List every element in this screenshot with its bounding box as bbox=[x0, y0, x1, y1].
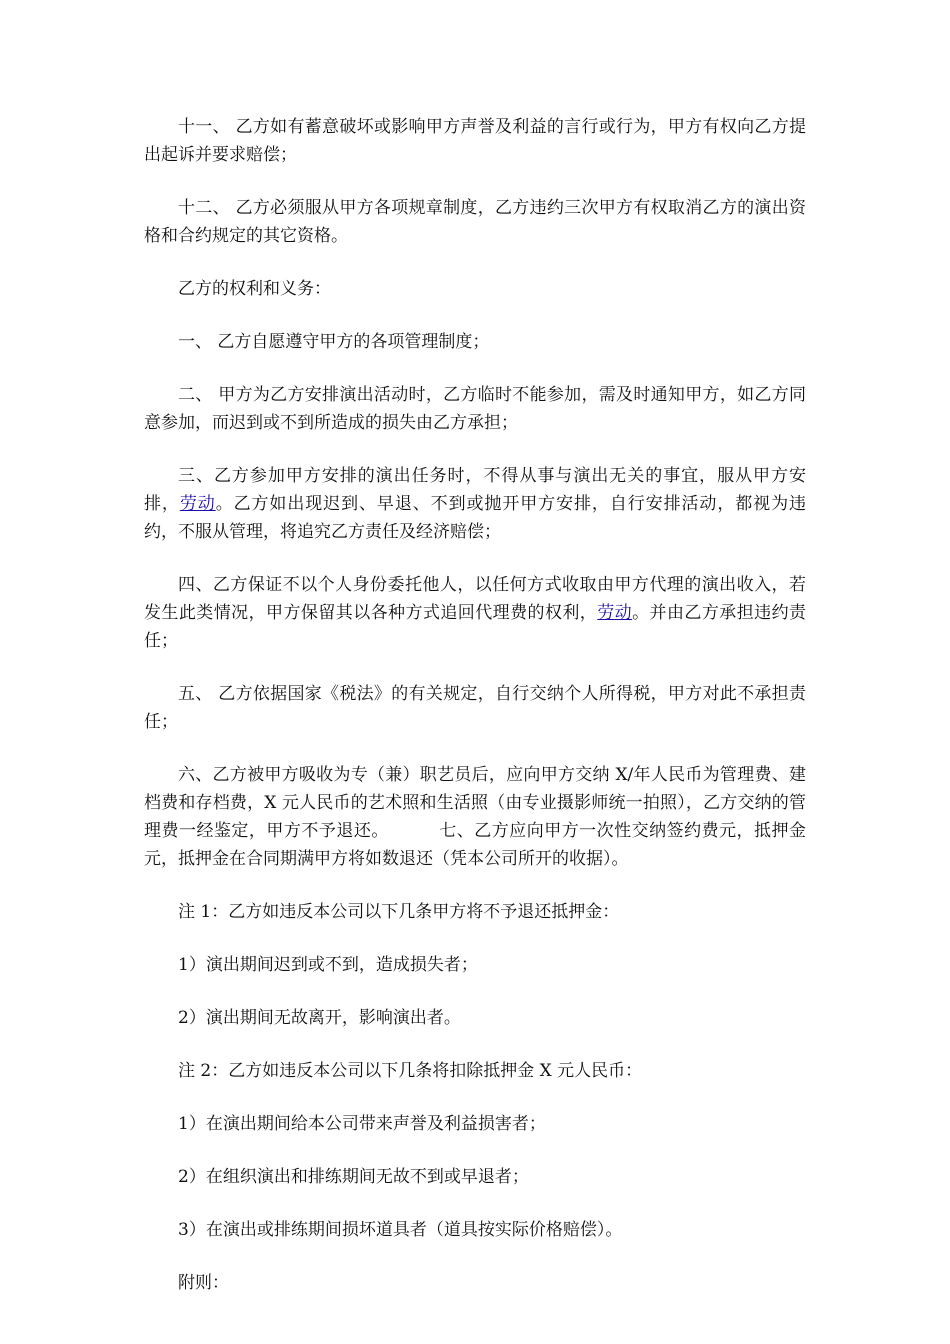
link-laodong[interactable]: 劳动 bbox=[597, 603, 633, 623]
paragraph-text: 乙方的权利和义务： bbox=[178, 279, 331, 299]
paragraph-note1 bbox=[144, 898, 806, 926]
paragraph-note1-2 bbox=[144, 1004, 806, 1032]
paragraph-text: 一、 乙方自愿遵守甲方的各项管理制度； bbox=[178, 332, 490, 352]
paragraph-appendix bbox=[144, 1269, 806, 1297]
paragraph-text: 十二、 乙方必须服从甲方各项规章制度，乙方违约三次甲方有权取消乙方的演出资格和合约规定的其它资格。 bbox=[144, 198, 806, 246]
link-laodong[interactable]: 劳动 bbox=[179, 494, 216, 514]
paragraph-p11 bbox=[144, 113, 806, 169]
paragraph-r3 bbox=[144, 462, 806, 546]
paragraph-note2-1 bbox=[144, 1110, 806, 1138]
paragraph-text: 三、乙方参加甲方安排的演出任务时，不得从事与演出无关的事宜，服从甲方安排， bbox=[144, 466, 806, 514]
paragraph-note1-1 bbox=[144, 951, 806, 979]
paragraph-text: 六、乙方被甲方吸收为专（兼）职艺员后，应向甲方交纳 X/年人民币为管理费、建档费和存档费，X 元人民币的艺术照和生活照（由专业摄影师统一拍照），乙方交纳的管理费一经鉴定，甲方不予退还。 bbox=[144, 765, 806, 841]
paragraph-r4 bbox=[144, 571, 806, 655]
paragraph-r2 bbox=[144, 381, 806, 437]
paragraph-text: 3）在演出或排练期间损坏道具者（道具按实际价格赔偿）。 bbox=[178, 1220, 623, 1240]
paragraph-text: 二、 甲方为乙方安排演出活动时，乙方临时不能参加，需及时通知甲方，如乙方同意参加，而迟到或不到所造成的损失由乙方承担； bbox=[144, 385, 806, 433]
paragraph-text: 注 1：乙方如违反本公司以下几条甲方将不予退还抵押金： bbox=[178, 902, 620, 922]
paragraph-heading-rights bbox=[144, 275, 806, 303]
paragraph-r5 bbox=[144, 680, 806, 736]
paragraph-text: 十一、 乙方如有蓄意破坏或影响甲方声誉及利益的言行或行为，甲方有权向乙方提出起诉并要求赔偿； bbox=[144, 117, 806, 165]
paragraph-r6 bbox=[144, 761, 806, 873]
paragraph-note2-3 bbox=[144, 1216, 806, 1244]
paragraph-text: 1）在演出期间给本公司带来声誉及利益损害者； bbox=[178, 1114, 546, 1134]
paragraph-r1 bbox=[144, 328, 806, 356]
paragraph-p12 bbox=[144, 194, 806, 250]
paragraph-text: 五、 乙方依据国家《税法》的有关规定，自行交纳个人所得税，甲方对此不承担责任； bbox=[144, 684, 806, 732]
paragraph-note2-2 bbox=[144, 1163, 806, 1191]
paragraph-text: 附则： bbox=[178, 1273, 229, 1293]
paragraph-text: 2）在组织演出和排练期间无故不到或早退者； bbox=[178, 1167, 529, 1187]
document-body bbox=[144, 113, 806, 1322]
paragraph-text: 1）演出期间迟到或不到，造成损失者； bbox=[178, 955, 478, 975]
paragraph-text: 。并由乙方承担违约责任； bbox=[144, 603, 807, 651]
paragraph-text: 。乙方如出现迟到、早退、不到或抛开甲方安排，自行安排活动，都视为违约，不服从管理，将追究乙方责任及经济赔偿； bbox=[144, 494, 807, 542]
paragraph-text: 四、乙方保证不以个人身份委托他人，以任何方式收取由甲方代理的演出收入，若发生此类情况，甲方保留其以各种方式追回代理费的权利， bbox=[144, 575, 806, 623]
paragraph-text: 七、乙方应向甲方一次性交纳签约费元，抵押金元，抵押金在合同期满甲方将如数退还（凭本公司所开的收据）。 bbox=[144, 821, 807, 869]
paragraph-text: 2）演出期间无故离开，影响演出者。 bbox=[178, 1008, 461, 1028]
paragraph-note2 bbox=[144, 1057, 806, 1085]
paragraph-text: 注 2：乙方如违反本公司以下几条将扣除抵押金 X 元人民币： bbox=[178, 1061, 643, 1081]
